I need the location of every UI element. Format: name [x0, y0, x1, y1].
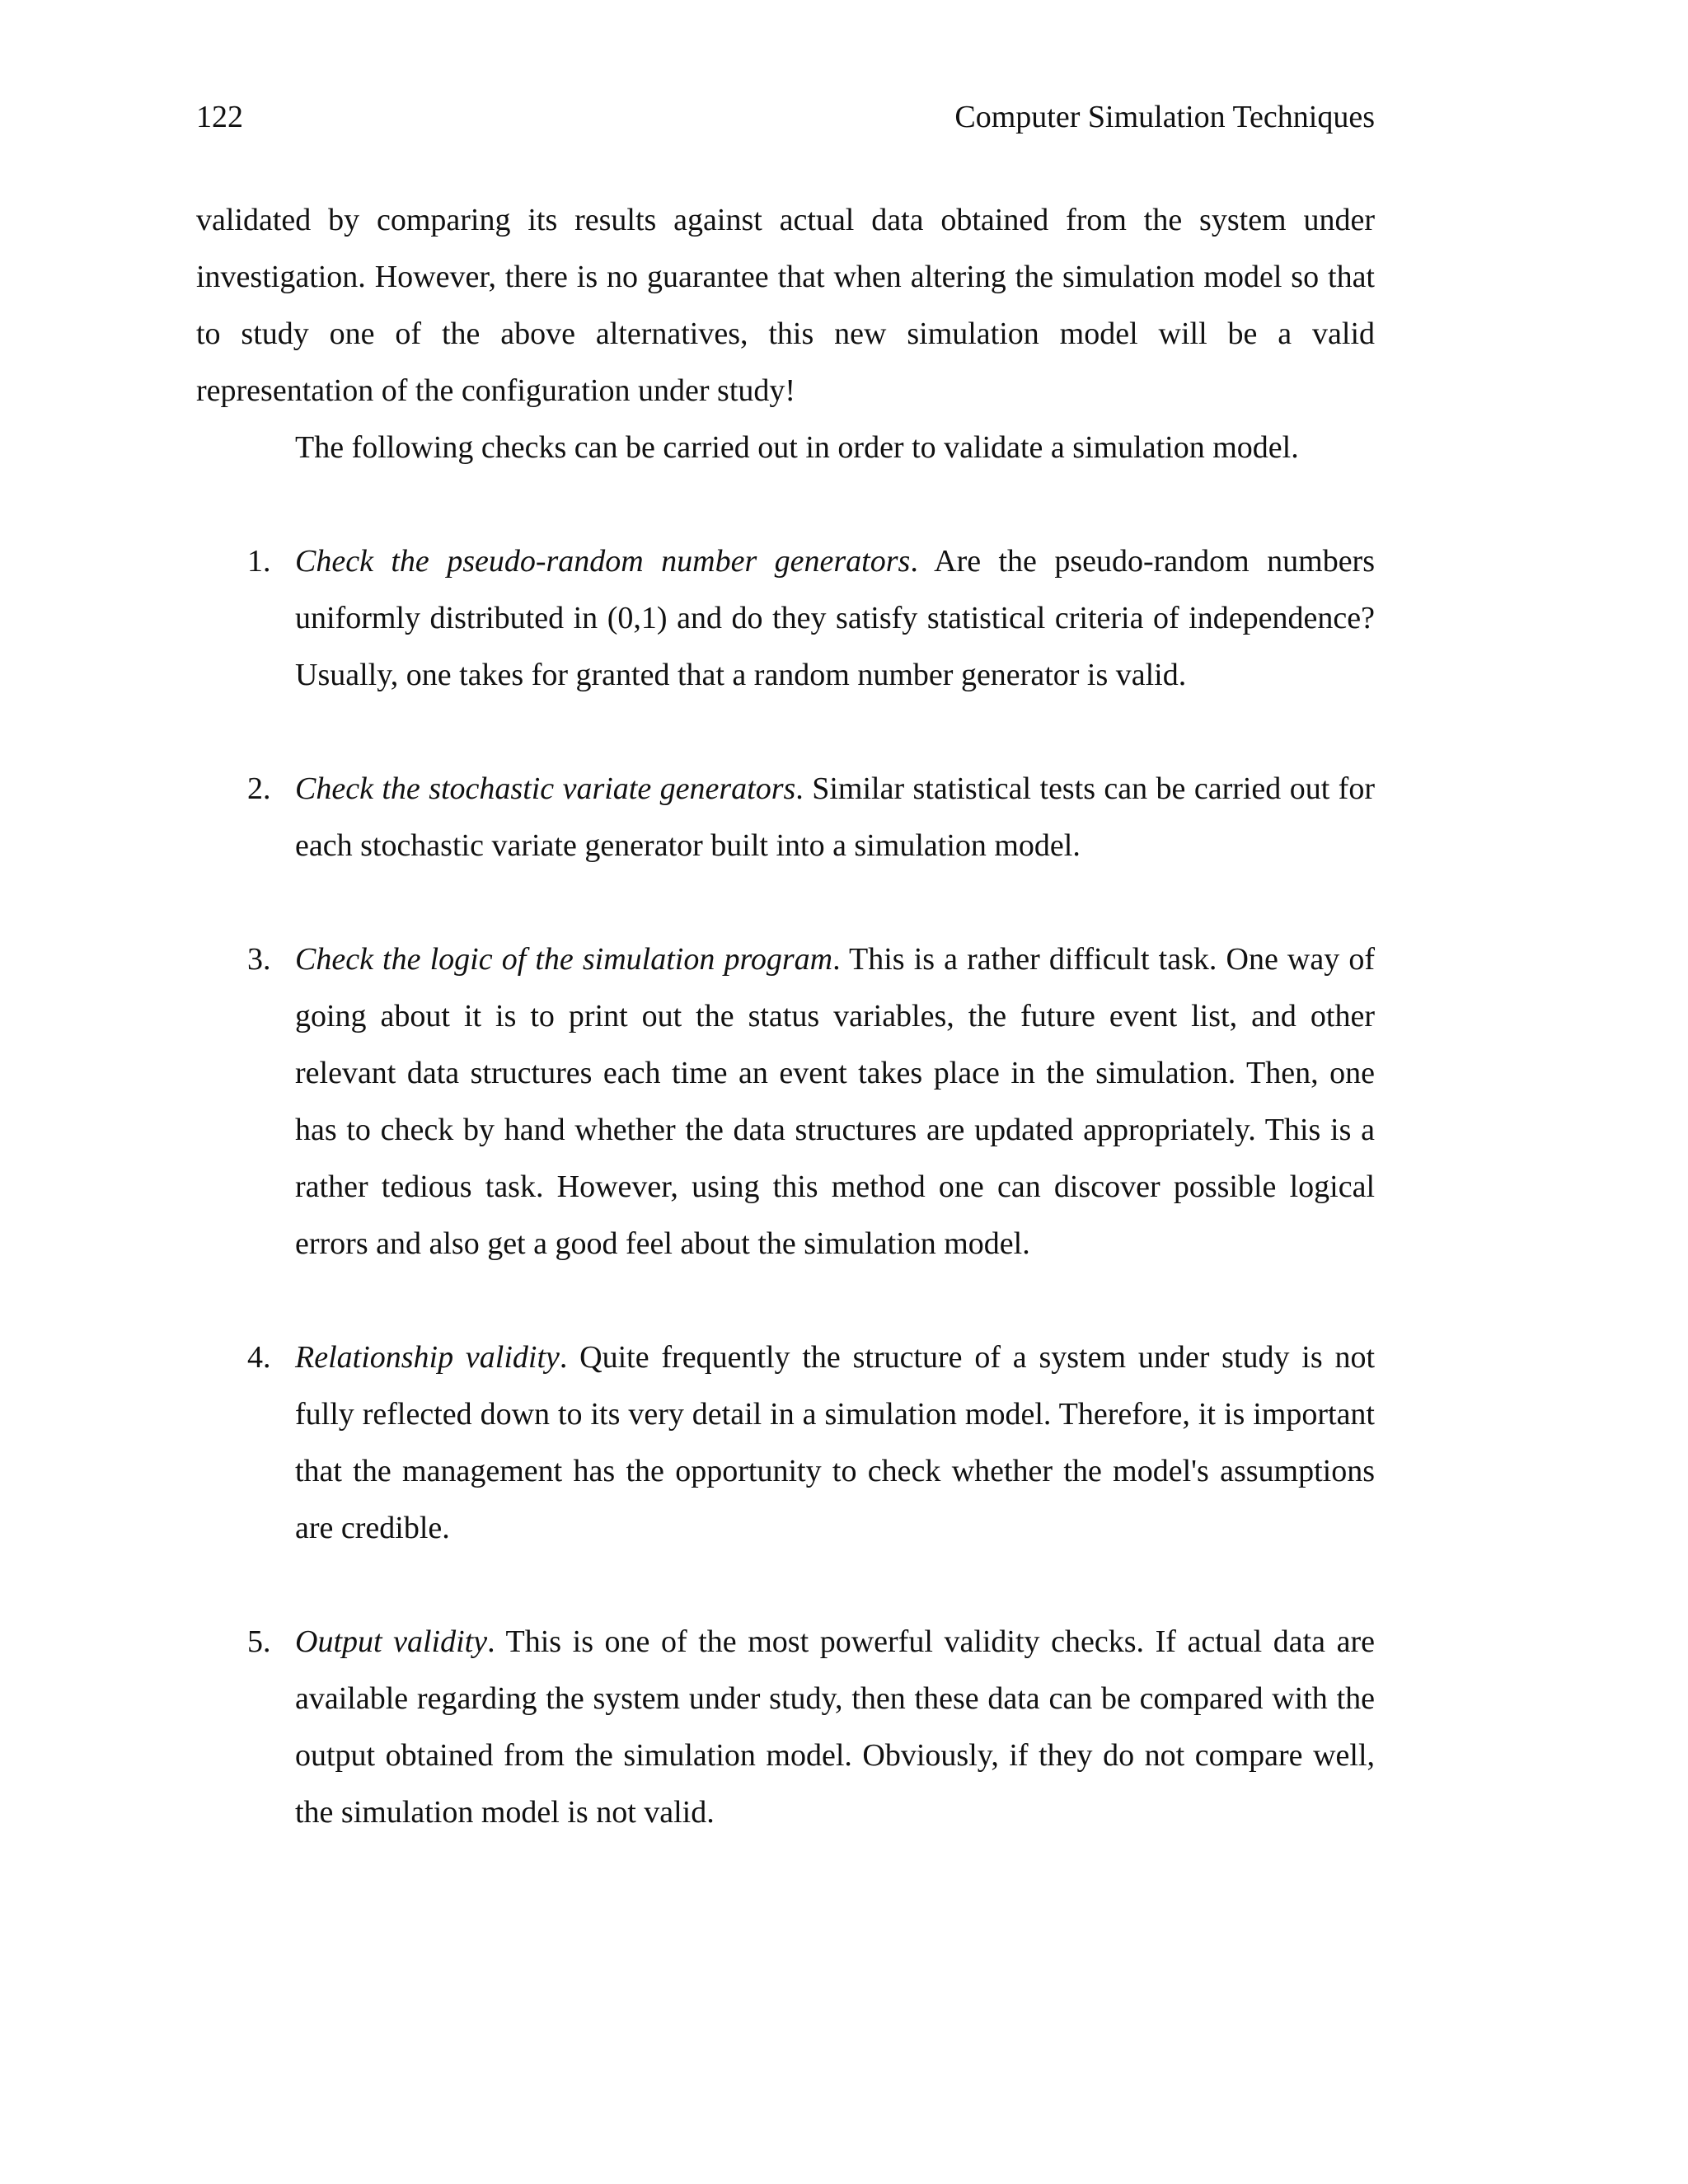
- check-item-number: 4.: [247, 1340, 271, 1375]
- page-number: 122: [196, 100, 243, 134]
- validation-checklist: [196, 533, 1375, 1841]
- check-item-text: . Quite frequently the structure of a system under study is not fully reflected down to its very detail in a simulation model. Therefore, it is important that the management has the opportunity to check whether the model's assumptions are credible.: [295, 1340, 1376, 1545]
- check-item-text: . Are the pseudo-random numbers uniformly distributed in (0,1) and do they satisfy statistical criteria of independence? Usually, one takes for granted that a random number generator is valid.: [295, 544, 1375, 692]
- check-item: [196, 761, 1375, 874]
- body-text: [196, 192, 1375, 1898]
- check-item-term: Relationship validity: [295, 1340, 560, 1375]
- paragraph-continuation: validated by comparing its results against actual data obtained from the system under investigation. However, there is no guarantee that when altering the simulation model so that to study one of the above alternatives, this new simulation model will be a valid representation of the configuration under study!: [196, 203, 1375, 408]
- paragraph-intro-checks: The following checks can be carried out in order to validate a simulation model.: [295, 430, 1299, 465]
- check-item-text: . This is one of the most powerful validity checks. If actual data are available regarding the system under study, then these data can be compared with the output obtained from the simulation model. Obviously, if they do not compare well, the simulation model is not valid.: [295, 1624, 1376, 1830]
- check-item-number: 1.: [247, 544, 271, 579]
- check-item-term: Check the logic of the simulation program: [295, 942, 833, 977]
- check-item: [196, 533, 1375, 704]
- check-item-number: 5.: [247, 1624, 271, 1659]
- check-item-number: 2.: [247, 771, 271, 806]
- running-head: [196, 92, 1375, 142]
- check-item-text: . This is a rather difficult task. One way of going about it is to print out the status variables, the future event list, and other relevant data structures each time an event takes place in the simulation. Then, one has to check by hand whether the data structures are updated appropriately. This is a rather tedious task. However, using this method one can discover possible logical errors and also get a good feel about the simulation model.: [295, 942, 1375, 1261]
- check-item-text: . Similar statistical tests can be carried out for each stochastic variate generator built into a simulation model.: [295, 771, 1375, 863]
- check-item-term: Check the pseudo-random number generators: [295, 544, 911, 579]
- check-item: [196, 1614, 1375, 1841]
- check-item: [196, 931, 1375, 1272]
- book-title: Computer Simulation Techniques: [954, 100, 1375, 134]
- check-item-term: Output validity: [295, 1624, 488, 1659]
- check-item-term: Check the stochastic variate generators: [295, 771, 796, 806]
- check-item: [196, 1329, 1375, 1557]
- check-item-number: 3.: [247, 942, 271, 977]
